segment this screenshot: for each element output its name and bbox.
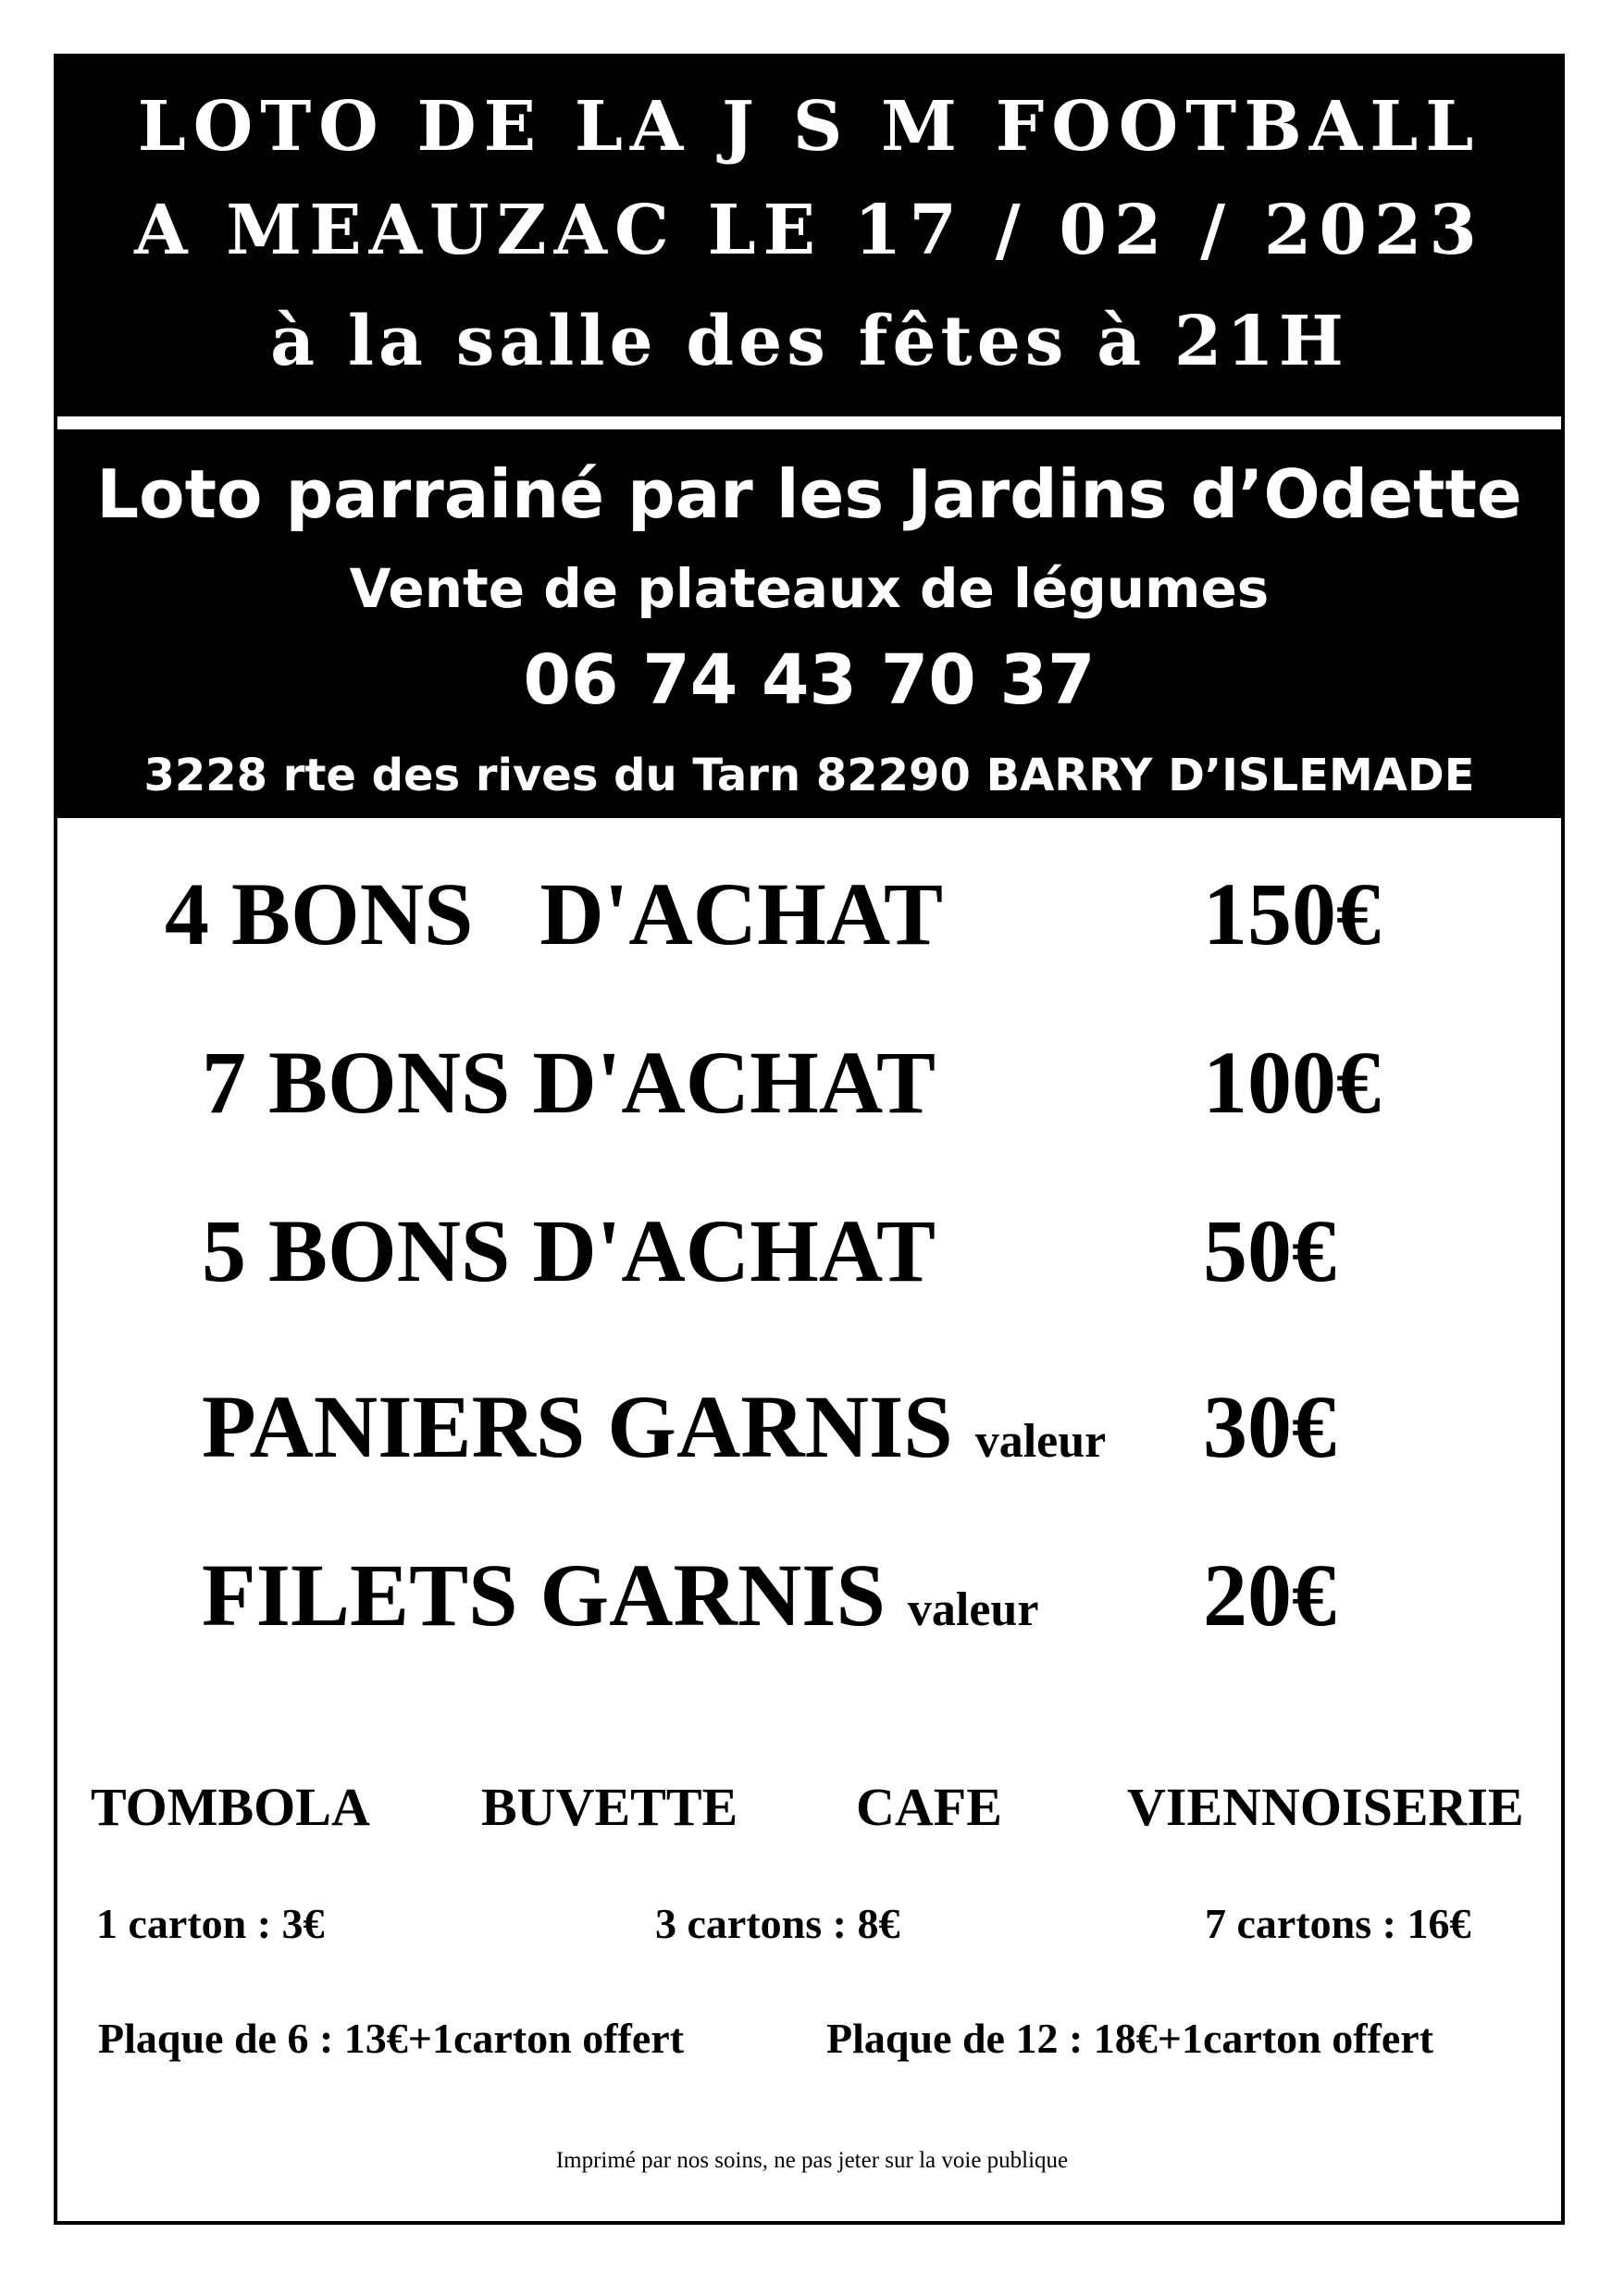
- prize-label: 5 BONS D'ACHAT: [202, 1201, 936, 1300]
- price-3-cartons: 3 cartons : 8€: [655, 1900, 900, 1947]
- price-1-carton: 1 carton : 3€: [96, 1900, 325, 1947]
- prize-row-5: [202, 1545, 1039, 1644]
- prize-label: PANIERS GARNIS: [202, 1377, 953, 1476]
- prize-row-3: [202, 1201, 936, 1300]
- footer-notice: Imprimé par nos soins, ne pas jeter sur la voie publique: [555, 2148, 1069, 2173]
- prize-amount-5: 20€: [1203, 1545, 1336, 1644]
- prize-row-2: [202, 1033, 936, 1132]
- prize-note: valeur: [974, 1415, 1107, 1468]
- sponsor-subtitle: Vente de plateaux de légumes: [349, 557, 1270, 620]
- event-header-banner: [54, 54, 1565, 416]
- prize-amount-2: 100€: [1203, 1033, 1381, 1132]
- prize-row-1: [165, 864, 943, 963]
- prize-row-4: [202, 1377, 1107, 1476]
- sponsor-address: 3228 rte des rives du Tarn 82290 BARRY D’ISLEMADE: [143, 750, 1475, 801]
- extra-cafe: CAFE: [856, 1777, 1002, 1837]
- extra-buvette: BUVETTE: [481, 1777, 738, 1837]
- price-plaque-6: Plaque de 6 : 13€+1carton offert: [98, 2015, 685, 2062]
- price-plaque-12: Plaque de 12 : 18€+1carton offert: [826, 2015, 1434, 2062]
- event-date: A MEAUZAC LE 17 / 02 / 2023: [134, 191, 1484, 270]
- sponsor-banner: [54, 429, 1565, 818]
- extra-tombola: TOMBOLA: [91, 1777, 370, 1837]
- event-title: LOTO DE LA J S M FOOTBALL: [137, 87, 1481, 167]
- prize-label: 7 BONS D'ACHAT: [202, 1033, 936, 1132]
- extra-viennoiserie: VIENNOISERIE: [1127, 1777, 1524, 1837]
- prize-note: valeur: [907, 1583, 1039, 1636]
- prize-amount-4: 30€: [1203, 1377, 1336, 1476]
- prize-amount-3: 50€: [1203, 1201, 1336, 1300]
- prize-label: FILETS GARNIS: [202, 1545, 886, 1644]
- banner-separator: [54, 416, 1565, 429]
- prize-label: 4 BONS D'ACHAT: [165, 864, 943, 963]
- prize-amount-1: 150€: [1203, 864, 1381, 963]
- event-venue-time: à la salle des fêtes à 21H: [270, 302, 1348, 381]
- price-7-cartons: 7 cartons : 16€: [1205, 1900, 1471, 1947]
- sponsor-phone: 06 74 43 70 37: [523, 640, 1096, 720]
- sponsor-title: Loto parrainé par les Jardins d’Odette: [96, 455, 1522, 533]
